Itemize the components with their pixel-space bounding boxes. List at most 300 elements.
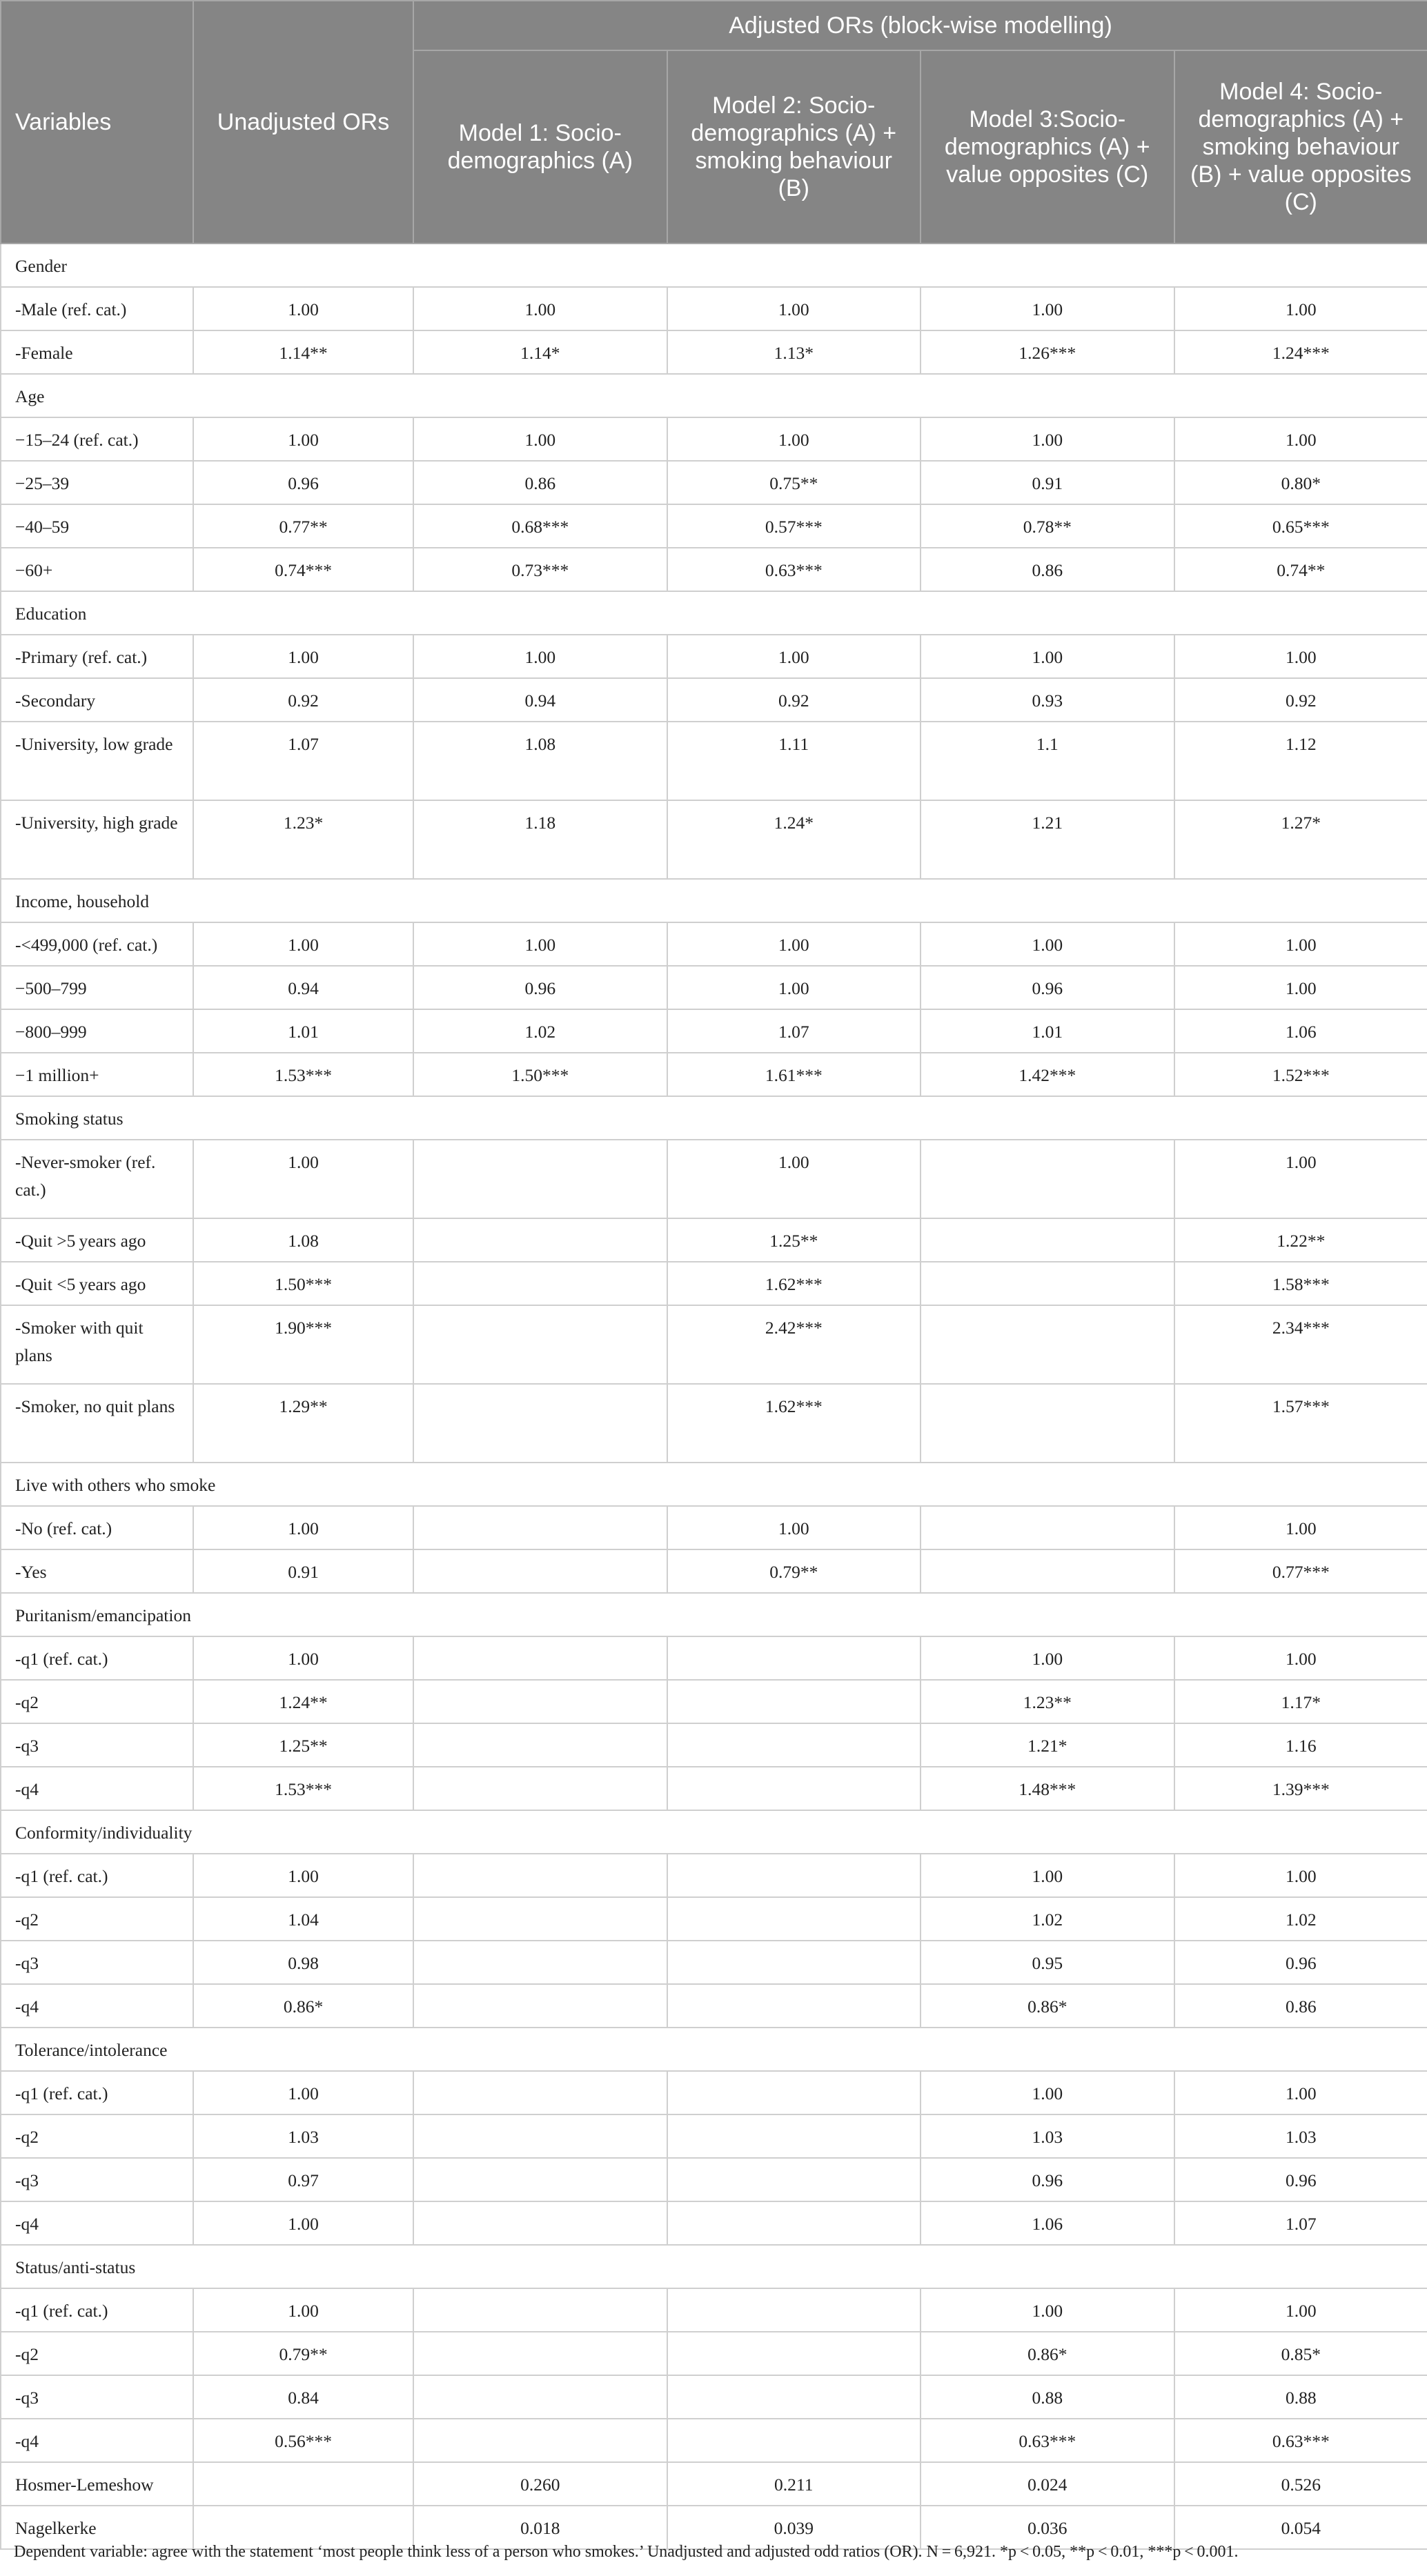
- cell-model-2: 1.00: [667, 1506, 921, 1549]
- cell-model-4: 0.77***: [1174, 1549, 1427, 1593]
- cell-model-2: 1.61***: [667, 1053, 921, 1096]
- cell-unadjusted: 0.86*: [193, 1984, 413, 2028]
- cell-model-3: 0.95: [921, 1941, 1174, 1984]
- cell-unadjusted: 1.00: [193, 635, 413, 678]
- cell-model-1: 1.14*: [413, 330, 667, 374]
- section-row: [1, 244, 1427, 287]
- cell-unadjusted: 0.97: [193, 2158, 413, 2201]
- cell-unadjusted: 1.00: [193, 922, 413, 966]
- cell-model-1: [413, 1384, 667, 1463]
- header-adjusted: Adjusted ORs (block-wise modelling): [413, 1, 1427, 50]
- row-label: −500–799: [1, 966, 193, 1009]
- section-label: Education: [1, 591, 1427, 635]
- table-row: [1, 1506, 1427, 1549]
- table-row: [1, 2332, 1427, 2375]
- section-label: Puritanism/emancipation: [1, 1593, 1427, 1636]
- cell-model-1: 1.00: [413, 922, 667, 966]
- cell-unadjusted: 1.04: [193, 1897, 413, 1941]
- cell-model-4: 1.06: [1174, 1009, 1427, 1053]
- cell-model-3: 0.63***: [921, 2419, 1174, 2462]
- cell-model-2: [667, 1767, 921, 1810]
- row-label: -Yes: [1, 1549, 193, 1593]
- row-label: −15–24 (ref. cat.): [1, 417, 193, 461]
- cell-model-2: 0.75**: [667, 461, 921, 504]
- section-label: Income, household: [1, 879, 1427, 922]
- header-model-2: Model 2: Socio-demographics (A) + smoking behaviour (B): [667, 50, 921, 244]
- cell-unadjusted: 1.00: [193, 2071, 413, 2114]
- cell-model-4: 1.57***: [1174, 1384, 1427, 1463]
- cell-model-1: 0.68***: [413, 504, 667, 548]
- cell-model-1: 1.02: [413, 1009, 667, 1053]
- cell-model-4: 1.00: [1174, 922, 1427, 966]
- cell-model-3: 0.91: [921, 461, 1174, 504]
- row-label: -q2: [1, 2332, 193, 2375]
- header-variables: Variables: [1, 1, 193, 244]
- row-label: Hosmer-Lemeshow: [1, 2462, 193, 2506]
- cell-model-3: 1.42***: [921, 1053, 1174, 1096]
- cell-model-1: 1.00: [413, 287, 667, 330]
- cell-model-1: 1.08: [413, 722, 667, 800]
- cell-model-4: 0.96: [1174, 2158, 1427, 2201]
- cell-model-2: [667, 2288, 921, 2332]
- cell-model-1: [413, 2332, 667, 2375]
- table-row: [1, 2114, 1427, 2158]
- cell-model-1: [413, 1636, 667, 1680]
- table-row: [1, 417, 1427, 461]
- row-label: -q2: [1, 1897, 193, 1941]
- cell-model-4: 1.24***: [1174, 330, 1427, 374]
- cell-model-4: 1.00: [1174, 1140, 1427, 1218]
- cell-model-3: 1.00: [921, 922, 1174, 966]
- cell-model-4: 1.17*: [1174, 1680, 1427, 1723]
- table-row: [1, 1680, 1427, 1723]
- table-row: [1, 504, 1427, 548]
- table-row: [1, 2419, 1427, 2462]
- cell-model-3: 1.23**: [921, 1680, 1174, 1723]
- header-model-3: Model 3:Socio-demographics (A) + value opposites (C): [921, 50, 1174, 244]
- row-label: -q1 (ref. cat.): [1, 1854, 193, 1897]
- cell-model-4: 1.58***: [1174, 1262, 1427, 1305]
- table-row: [1, 330, 1427, 374]
- cell-model-2: [667, 1680, 921, 1723]
- cell-model-2: 0.211: [667, 2462, 921, 2506]
- section-label: Gender: [1, 244, 1427, 287]
- cell-model-2: 1.07: [667, 1009, 921, 1053]
- cell-model-2: 1.00: [667, 922, 921, 966]
- table-row: [1, 1305, 1427, 1384]
- cell-model-2: 1.00: [667, 417, 921, 461]
- row-label: -q4: [1, 1984, 193, 2028]
- row-label: -q4: [1, 1767, 193, 1810]
- cell-model-3: 0.78**: [921, 504, 1174, 548]
- cell-model-1: 0.260: [413, 2462, 667, 2506]
- cell-unadjusted: 1.53***: [193, 1053, 413, 1096]
- cell-unadjusted: 1.03: [193, 2114, 413, 2158]
- cell-model-1: [413, 1549, 667, 1593]
- cell-model-3: 1.00: [921, 287, 1174, 330]
- table-body: [1, 244, 1427, 2549]
- cell-model-4: 0.80*: [1174, 461, 1427, 504]
- cell-unadjusted: 1.08: [193, 1218, 413, 1262]
- header-unadjusted: Unadjusted ORs: [193, 1, 413, 244]
- cell-model-3: 0.86*: [921, 1984, 1174, 2028]
- cell-model-4: 1.00: [1174, 1506, 1427, 1549]
- table-row: [1, 722, 1427, 800]
- cell-model-1: 1.50***: [413, 1053, 667, 1096]
- cell-model-3: 0.86: [921, 548, 1174, 591]
- cell-model-1: [413, 1984, 667, 2028]
- cell-model-3: 1.00: [921, 417, 1174, 461]
- cell-model-1: 0.018: [413, 2506, 667, 2549]
- table-row: [1, 678, 1427, 722]
- section-label: Tolerance/intolerance: [1, 2028, 1427, 2071]
- row-label: -q3: [1, 1941, 193, 1984]
- cell-model-4: 0.65***: [1174, 504, 1427, 548]
- cell-unadjusted: 1.29**: [193, 1384, 413, 1463]
- cell-model-2: [667, 2158, 921, 2201]
- cell-model-4: 0.526: [1174, 2462, 1427, 2506]
- cell-model-3: 1.48***: [921, 1767, 1174, 1810]
- row-label: -q2: [1, 1680, 193, 1723]
- cell-unadjusted: 1.00: [193, 1854, 413, 1897]
- cell-model-4: 2.34***: [1174, 1305, 1427, 1384]
- cell-model-4: 1.00: [1174, 635, 1427, 678]
- section-row: [1, 374, 1427, 417]
- cell-unadjusted: 1.23*: [193, 800, 413, 879]
- cell-model-3: 0.024: [921, 2462, 1174, 2506]
- cell-model-1: 1.00: [413, 635, 667, 678]
- section-label: Age: [1, 374, 1427, 417]
- table-row: [1, 1897, 1427, 1941]
- cell-model-4: 0.85*: [1174, 2332, 1427, 2375]
- cell-model-2: 0.039: [667, 2506, 921, 2549]
- cell-model-4: 1.00: [1174, 1854, 1427, 1897]
- cell-unadjusted: 0.91: [193, 1549, 413, 1593]
- cell-model-2: 1.25**: [667, 1218, 921, 1262]
- section-row: [1, 591, 1427, 635]
- cell-unadjusted: 0.79**: [193, 2332, 413, 2375]
- cell-model-1: [413, 2201, 667, 2245]
- section-row: [1, 1593, 1427, 1636]
- table-row: [1, 1218, 1427, 1262]
- cell-model-4: 1.00: [1174, 417, 1427, 461]
- cell-model-3: [921, 1262, 1174, 1305]
- row-label: Nagelkerke: [1, 2506, 193, 2549]
- cell-model-3: [921, 1506, 1174, 1549]
- cell-unadjusted: 1.00: [193, 1140, 413, 1218]
- cell-model-4: 1.07: [1174, 2201, 1427, 2245]
- cell-model-4: 1.02: [1174, 1897, 1427, 1941]
- table-row: [1, 548, 1427, 591]
- cell-model-3: 1.00: [921, 1854, 1174, 1897]
- cell-model-3: 1.26***: [921, 330, 1174, 374]
- row-label: -Primary (ref. cat.): [1, 635, 193, 678]
- cell-unadjusted: 1.07: [193, 722, 413, 800]
- row-label: -Quit <5 years ago: [1, 1262, 193, 1305]
- cell-unadjusted: 0.74***: [193, 548, 413, 591]
- row-label: -Never-smoker (ref. cat.): [1, 1140, 193, 1218]
- row-label: -Quit >5 years ago: [1, 1218, 193, 1262]
- cell-unadjusted: 1.00: [193, 287, 413, 330]
- row-label: -q1 (ref. cat.): [1, 2071, 193, 2114]
- cell-model-3: 1.1: [921, 722, 1174, 800]
- cell-unadjusted: 0.98: [193, 1941, 413, 1984]
- table-row: [1, 1549, 1427, 1593]
- cell-model-4: 1.39***: [1174, 1767, 1427, 1810]
- cell-unadjusted: 1.00: [193, 2288, 413, 2332]
- cell-model-2: 0.79**: [667, 1549, 921, 1593]
- cell-model-2: [667, 2375, 921, 2419]
- header-model-4: Model 4: Socio-demographics (A) + smoking behaviour (B) + value opposites (C): [1174, 50, 1427, 244]
- cell-model-1: 1.18: [413, 800, 667, 879]
- cell-model-3: 0.93: [921, 678, 1174, 722]
- section-row: [1, 1810, 1427, 1854]
- cell-model-2: [667, 2201, 921, 2245]
- cell-model-4: 0.86: [1174, 1984, 1427, 2028]
- cell-unadjusted: 1.00: [193, 1506, 413, 1549]
- section-label: Smoking status: [1, 1096, 1427, 1140]
- row-label: −1 million+: [1, 1053, 193, 1096]
- table-footnote: Dependent variable: agree with the statement ‘most people think less of a person who smokes.’ Unadjusted and adjusted odd ratios (OR). N = 6,921. *p < 0.05, **p < 0.01, ***p < 0.001.: [14, 2543, 1239, 2561]
- cell-model-3: 1.00: [921, 1636, 1174, 1680]
- cell-unadjusted: 1.00: [193, 2201, 413, 2245]
- section-label: Live with others who smoke: [1, 1463, 1427, 1506]
- cell-unadjusted: 1.24**: [193, 1680, 413, 1723]
- row-label: −25–39: [1, 461, 193, 504]
- cell-model-1: 0.94: [413, 678, 667, 722]
- cell-model-2: [667, 2332, 921, 2375]
- cell-model-2: [667, 2419, 921, 2462]
- cell-model-3: 0.96: [921, 966, 1174, 1009]
- cell-model-1: [413, 2419, 667, 2462]
- cell-model-4: 0.88: [1174, 2375, 1427, 2419]
- cell-unadjusted: 1.14**: [193, 330, 413, 374]
- row-label: -q1 (ref. cat.): [1, 2288, 193, 2332]
- cell-model-1: [413, 1723, 667, 1767]
- table-row: [1, 1262, 1427, 1305]
- row-label: −60+: [1, 548, 193, 591]
- row-label: -University, high grade: [1, 800, 193, 879]
- table-row: [1, 1636, 1427, 1680]
- section-row: [1, 1463, 1427, 1506]
- section-row: [1, 1096, 1427, 1140]
- table-row: [1, 966, 1427, 1009]
- table-row: [1, 800, 1427, 879]
- table-row: [1, 2071, 1427, 2114]
- cell-model-2: 1.24*: [667, 800, 921, 879]
- cell-model-1: 0.96: [413, 966, 667, 1009]
- table-row: [1, 635, 1427, 678]
- row-label: -q4: [1, 2201, 193, 2245]
- cell-model-3: [921, 1218, 1174, 1262]
- cell-model-3: [921, 1384, 1174, 1463]
- row-label: -Female: [1, 330, 193, 374]
- cell-model-1: [413, 2375, 667, 2419]
- cell-model-2: 0.57***: [667, 504, 921, 548]
- row-label: -q1 (ref. cat.): [1, 1636, 193, 1680]
- cell-model-1: 0.86: [413, 461, 667, 504]
- cell-unadjusted: 1.25**: [193, 1723, 413, 1767]
- cell-model-2: 1.00: [667, 966, 921, 1009]
- cell-model-4: 1.00: [1174, 287, 1427, 330]
- cell-unadjusted: 1.00: [193, 417, 413, 461]
- section-label: Status/anti-status: [1, 2245, 1427, 2288]
- table-row: [1, 1009, 1427, 1053]
- row-label: −40–59: [1, 504, 193, 548]
- cell-model-3: [921, 1305, 1174, 1384]
- section-row: [1, 879, 1427, 922]
- cell-model-1: [413, 1218, 667, 1262]
- cell-model-1: [413, 1897, 667, 1941]
- cell-model-3: 1.06: [921, 2201, 1174, 2245]
- cell-unadjusted: 0.77**: [193, 504, 413, 548]
- cell-model-1: 0.73***: [413, 548, 667, 591]
- cell-model-1: [413, 2288, 667, 2332]
- row-label: -Smoker with quit plans: [1, 1305, 193, 1384]
- table-row: [1, 2288, 1427, 2332]
- row-label: -q4: [1, 2419, 193, 2462]
- cell-model-2: 1.11: [667, 722, 921, 800]
- row-label: -University, low grade: [1, 722, 193, 800]
- cell-model-1: [413, 1941, 667, 1984]
- cell-model-1: [413, 1305, 667, 1384]
- cell-model-1: 1.00: [413, 417, 667, 461]
- table-row: [1, 1053, 1427, 1096]
- cell-unadjusted: 0.84: [193, 2375, 413, 2419]
- cell-model-3: 0.036: [921, 2506, 1174, 2549]
- cell-model-2: [667, 1854, 921, 1897]
- cell-model-1: [413, 1262, 667, 1305]
- header-model-1: Model 1: Socio-demographics (A): [413, 50, 667, 244]
- table-row: [1, 2375, 1427, 2419]
- cell-model-4: 1.00: [1174, 966, 1427, 1009]
- table-row: [1, 1723, 1427, 1767]
- row-label: -Male (ref. cat.): [1, 287, 193, 330]
- cell-model-1: [413, 1854, 667, 1897]
- cell-model-4: 0.74**: [1174, 548, 1427, 591]
- cell-model-2: 1.62***: [667, 1262, 921, 1305]
- cell-model-4: 0.054: [1174, 2506, 1427, 2549]
- row-label: -No (ref. cat.): [1, 1506, 193, 1549]
- cell-model-1: [413, 2071, 667, 2114]
- cell-model-4: 1.16: [1174, 1723, 1427, 1767]
- cell-model-2: 1.13*: [667, 330, 921, 374]
- row-label: -q3: [1, 1723, 193, 1767]
- cell-unadjusted: [193, 2462, 413, 2506]
- section-label: Conformity/individuality: [1, 1810, 1427, 1854]
- cell-model-2: 0.63***: [667, 548, 921, 591]
- cell-unadjusted: 1.90***: [193, 1305, 413, 1384]
- row-label: -q3: [1, 2158, 193, 2201]
- cell-model-2: [667, 2071, 921, 2114]
- section-row: [1, 2245, 1427, 2288]
- cell-model-4: 0.92: [1174, 678, 1427, 722]
- cell-model-2: [667, 1941, 921, 1984]
- cell-unadjusted: 0.56***: [193, 2419, 413, 2462]
- cell-model-3: 0.86*: [921, 2332, 1174, 2375]
- table-row: [1, 1854, 1427, 1897]
- cell-unadjusted: 1.01: [193, 1009, 413, 1053]
- cell-model-2: [667, 2114, 921, 2158]
- cell-model-3: 1.21*: [921, 1723, 1174, 1767]
- cell-unadjusted: 0.96: [193, 461, 413, 504]
- cell-model-4: 0.63***: [1174, 2419, 1427, 2462]
- cell-model-2: [667, 1984, 921, 2028]
- cell-model-4: 0.96: [1174, 1941, 1427, 1984]
- row-label: -q2: [1, 2114, 193, 2158]
- cell-unadjusted: 0.92: [193, 678, 413, 722]
- section-row: [1, 2028, 1427, 2071]
- table-row: [1, 922, 1427, 966]
- cell-model-3: 1.03: [921, 2114, 1174, 2158]
- table-row: [1, 287, 1427, 330]
- cell-unadjusted: 1.53***: [193, 1767, 413, 1810]
- cell-model-3: 0.88: [921, 2375, 1174, 2419]
- cell-model-2: 1.00: [667, 635, 921, 678]
- table-row: [1, 2158, 1427, 2201]
- cell-model-2: 2.42***: [667, 1305, 921, 1384]
- cell-model-2: [667, 1723, 921, 1767]
- cell-unadjusted: 0.94: [193, 966, 413, 1009]
- cell-model-2: 1.00: [667, 287, 921, 330]
- cell-model-3: [921, 1549, 1174, 1593]
- cell-model-4: 1.27*: [1174, 800, 1427, 879]
- cell-model-4: 1.22**: [1174, 1218, 1427, 1262]
- cell-model-2: 0.92: [667, 678, 921, 722]
- cell-model-3: 1.00: [921, 2071, 1174, 2114]
- cell-model-2: 1.62***: [667, 1384, 921, 1463]
- table-row: [1, 1984, 1427, 2028]
- cell-model-1: [413, 1140, 667, 1218]
- table-row: [1, 2462, 1427, 2506]
- cell-model-3: 1.00: [921, 635, 1174, 678]
- cell-model-2: [667, 1897, 921, 1941]
- cell-model-2: [667, 1636, 921, 1680]
- cell-model-4: 1.12: [1174, 722, 1427, 800]
- cell-unadjusted: 1.50***: [193, 1262, 413, 1305]
- table-row: [1, 1140, 1427, 1218]
- row-label: −800–999: [1, 1009, 193, 1053]
- row-label: -Secondary: [1, 678, 193, 722]
- cell-model-3: 0.96: [921, 2158, 1174, 2201]
- table-row: [1, 461, 1427, 504]
- cell-model-4: 1.52***: [1174, 1053, 1427, 1096]
- table-row: [1, 2201, 1427, 2245]
- cell-model-1: [413, 1680, 667, 1723]
- cell-model-3: 1.21: [921, 800, 1174, 879]
- cell-model-4: 1.00: [1174, 2288, 1427, 2332]
- cell-model-1: [413, 2158, 667, 2201]
- cell-model-2: 1.00: [667, 1140, 921, 1218]
- cell-model-4: 1.00: [1174, 2071, 1427, 2114]
- cell-model-3: 1.02: [921, 1897, 1174, 1941]
- table-row: [1, 1384, 1427, 1463]
- cell-unadjusted: 1.00: [193, 1636, 413, 1680]
- cell-model-4: 1.03: [1174, 2114, 1427, 2158]
- row-label: -q3: [1, 2375, 193, 2419]
- table-row: [1, 1767, 1427, 1810]
- cell-model-3: 1.01: [921, 1009, 1174, 1053]
- cell-model-3: [921, 1140, 1174, 1218]
- table-row: [1, 1941, 1427, 1984]
- row-label: -<499,000 (ref. cat.): [1, 922, 193, 966]
- cell-model-4: 1.00: [1174, 1636, 1427, 1680]
- cell-model-1: [413, 1767, 667, 1810]
- cell-model-1: [413, 2114, 667, 2158]
- row-label: -Smoker, no quit plans: [1, 1384, 193, 1463]
- cell-model-3: 1.00: [921, 2288, 1174, 2332]
- cell-model-1: [413, 1506, 667, 1549]
